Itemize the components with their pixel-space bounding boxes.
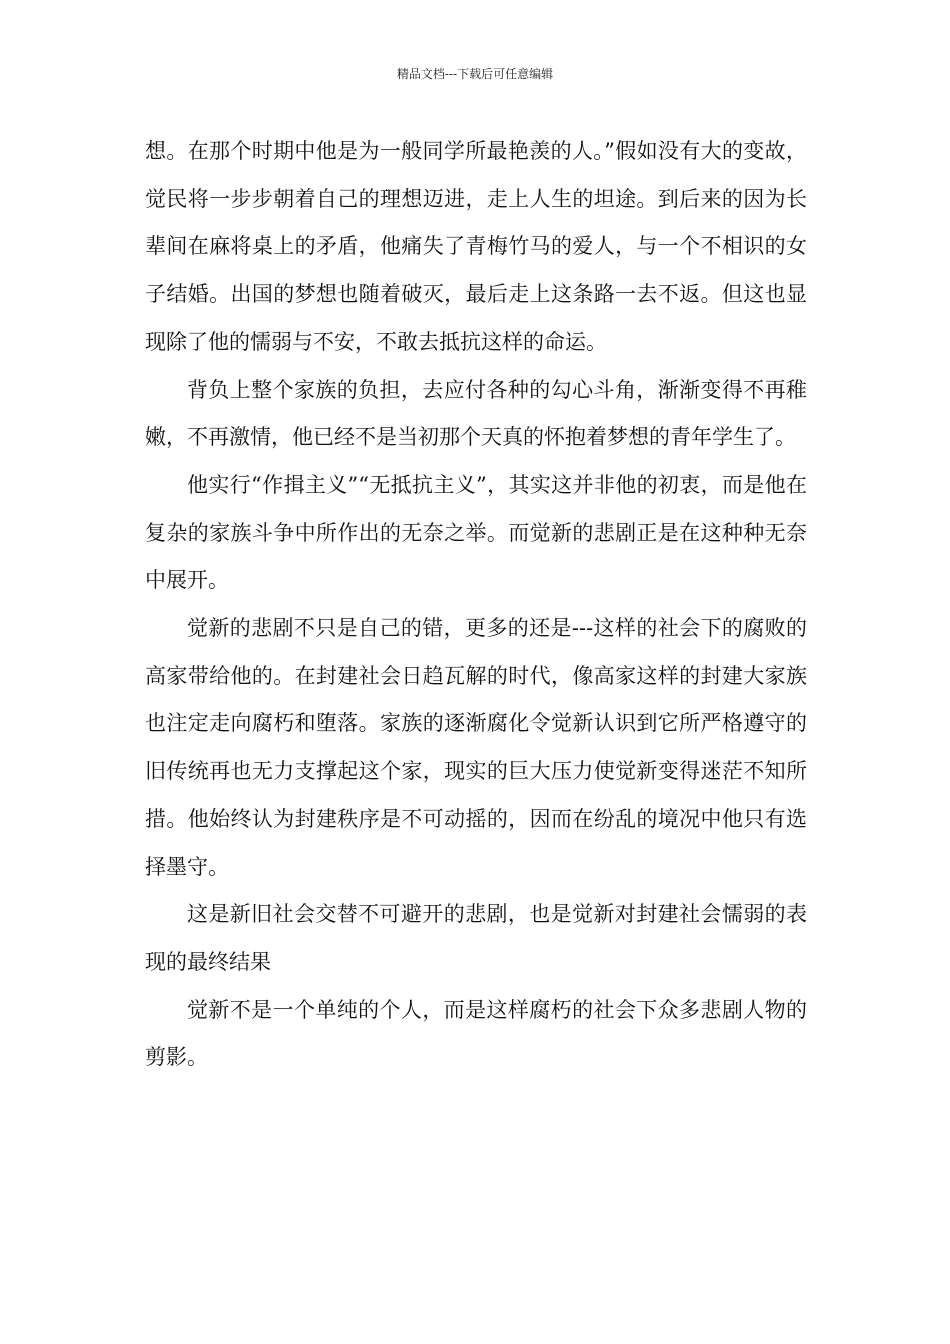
paragraph-4: 觉新的悲剧不只是自己的错，更多的还是---这样的社会下的腐败的高家带给他的。在封建社会日趋瓦解的时代，像高家这样的封建大家族也注定走向腐朽和堕落。家族的逐渐腐化令觉新认识到它所严格遵守的旧传统再也无力支撑起这个家，现实的巨大压力使觉新变得迷茫不知所措。他始终认为封建秩序是不可动摇的，因而在纷乱的境况中他只有选择墨守。 [145,616,807,879]
paragraph-6: 觉新不是一个单纯的个人，而是这样腐朽的社会下众多悲剧人物的剪影。 [145,997,807,1070]
paragraph-3: 他实行“作揖主义”“无抵抗主义”，其实这并非他的初衷，而是他在复杂的家族斗争中所作出的无奈之举。而觉新的悲剧正是在这种种无奈中展开。 [145,472,807,593]
paragraph-5: 这是新旧社会交替不可避开的悲剧，也是觉新对封建社会懦弱的表现的最终结果 [145,902,807,974]
paragraph-1: 想。在那个时期中他是为一般同学所最艳羡的人。”假如没有大的变故，觉民将一步步朝着自己的理想迈进，走上人生的坦途。到后来的因为长辈间在麻将桌上的矛盾，他痛失了青梅竹马的爱人，与一个不相识的女子结婚。出国的梦想也随着破灭，最后走上这条路一去不返。但这也显现除了他的懦弱与不安，不敢去抵抗这样的命运。 [145,139,807,354]
document-body [145,128,807,1082]
page-header: 精品文档---下载后可任意编辑 [396,67,554,81]
paragraph-2: 背负上整个家族的负担，去应付各种的勾心斗角，渐渐变得不再稚嫩，不再激情，他已经不是当初那个天真的怀抱着梦想的青年学生了。 [145,377,807,450]
